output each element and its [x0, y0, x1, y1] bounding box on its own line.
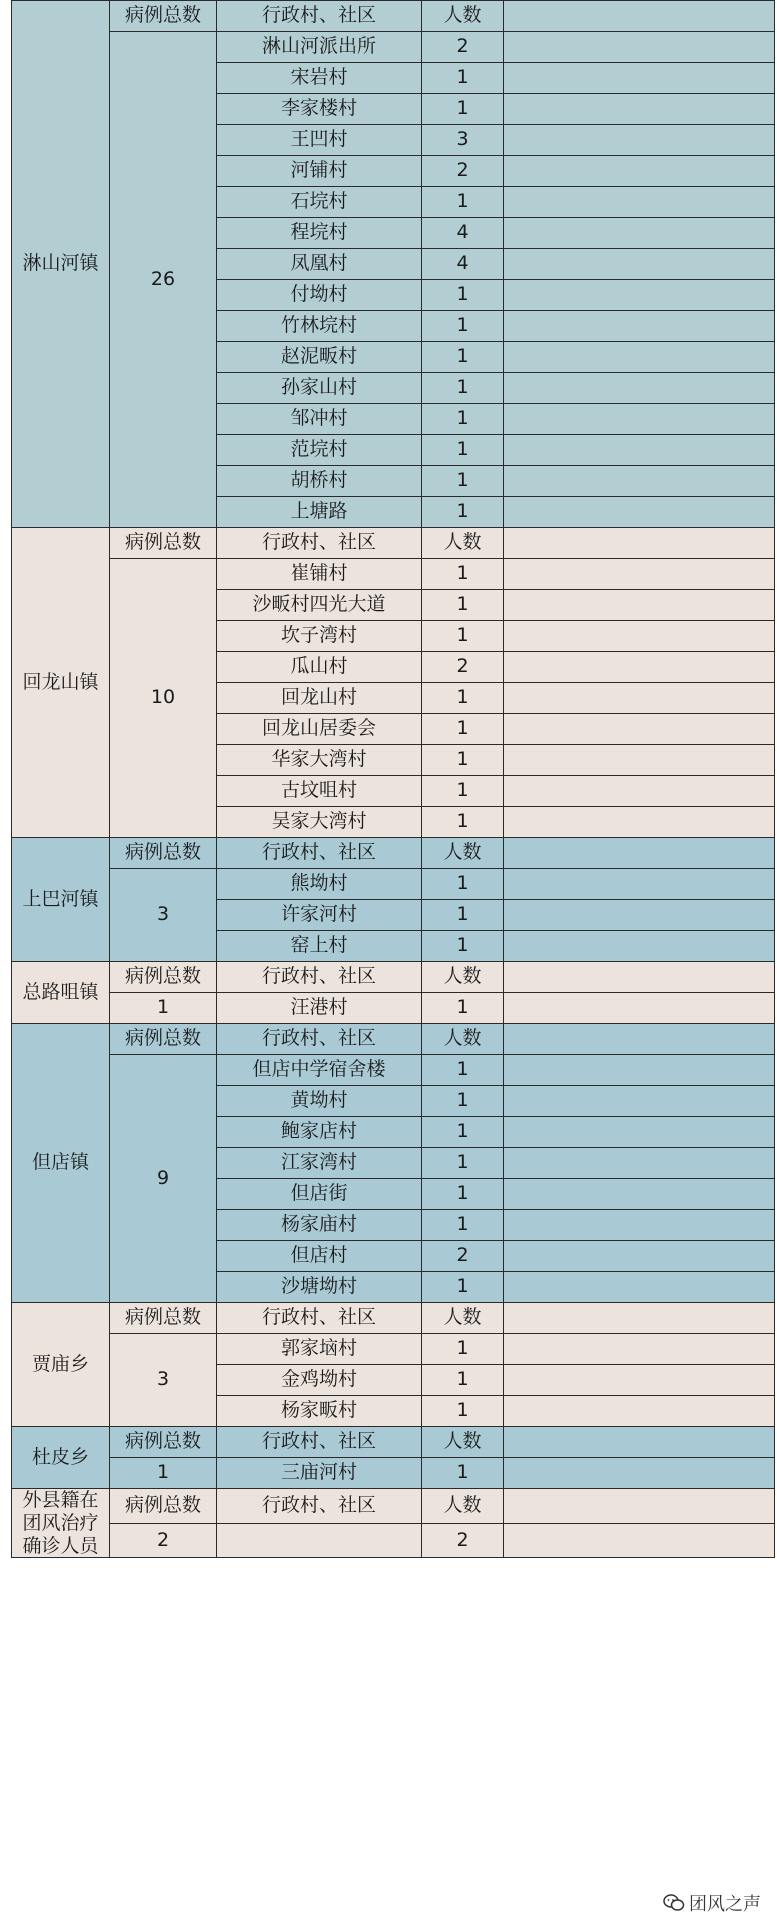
- blank-cell: [504, 590, 775, 621]
- blank-cell: [504, 1024, 775, 1055]
- blank-cell: [504, 32, 775, 63]
- town-name: 但店镇: [12, 1024, 110, 1303]
- blank-cell: [504, 807, 775, 838]
- case-count: 1: [422, 1117, 504, 1148]
- header-count: 人数: [422, 1024, 504, 1055]
- blank-cell: [504, 311, 775, 342]
- header-cases: 病例总数: [110, 1303, 217, 1334]
- case-count: 3: [422, 125, 504, 156]
- blank-cell: [504, 1179, 775, 1210]
- blank-cell: [504, 1303, 775, 1334]
- group-header-row: [12, 1024, 775, 1055]
- blank-cell: [504, 373, 775, 404]
- table-row: [12, 559, 775, 590]
- case-count: 1: [422, 466, 504, 497]
- blank-cell: [504, 559, 775, 590]
- header-village: 行政村、社区: [217, 528, 422, 559]
- town-name: 回龙山镇: [12, 528, 110, 838]
- case-table: [11, 0, 775, 1558]
- blank-cell: [504, 1458, 775, 1489]
- village-name: 窑上村: [217, 931, 422, 962]
- case-count: 1: [422, 590, 504, 621]
- header-village: 行政村、社区: [217, 838, 422, 869]
- table-row: [12, 32, 775, 63]
- village-name: 金鸡坳村: [217, 1365, 422, 1396]
- village-name: 程垸村: [217, 218, 422, 249]
- case-count: 4: [422, 249, 504, 280]
- group-header-row: [12, 962, 775, 993]
- village-name: 沙畈村四光大道: [217, 590, 422, 621]
- wechat-icon: [663, 1894, 685, 1912]
- case-count: 1: [422, 714, 504, 745]
- town-name: 淋山河镇: [12, 1, 110, 528]
- blank-cell: [504, 497, 775, 528]
- case-total: 1: [110, 1458, 217, 1489]
- blank-cell: [504, 776, 775, 807]
- village-name: 但店村: [217, 1241, 422, 1272]
- village-name: 沙塘坳村: [217, 1272, 422, 1303]
- case-count: 1: [422, 404, 504, 435]
- case-count: 2: [422, 32, 504, 63]
- case-count: 1: [422, 745, 504, 776]
- case-total: 26: [110, 32, 217, 528]
- header-count: 人数: [422, 1303, 504, 1334]
- case-count: 1: [422, 373, 504, 404]
- case-total: 9: [110, 1055, 217, 1303]
- case-count: 1: [422, 807, 504, 838]
- case-count: 1: [422, 1458, 504, 1489]
- village-name: 熊坳村: [217, 869, 422, 900]
- case-count: 1: [422, 1148, 504, 1179]
- header-count: 人数: [422, 962, 504, 993]
- village-name: 凤凰村: [217, 249, 422, 280]
- village-name: 孙家山村: [217, 373, 422, 404]
- case-count: 1: [422, 1365, 504, 1396]
- blank-cell: [504, 621, 775, 652]
- header-cases: 病例总数: [110, 1, 217, 32]
- group-header-row: [12, 1489, 775, 1524]
- village-name: 胡桥村: [217, 466, 422, 497]
- case-count: 1: [422, 280, 504, 311]
- blank-cell: [504, 993, 775, 1024]
- blank-cell: [504, 652, 775, 683]
- blank-cell: [504, 1086, 775, 1117]
- blank-cell: [504, 1, 775, 32]
- blank-cell: [504, 218, 775, 249]
- source-watermark: [663, 1890, 761, 1916]
- village-name: 河铺村: [217, 156, 422, 187]
- village-name: 王凹村: [217, 125, 422, 156]
- blank-cell: [504, 63, 775, 94]
- village-name: 竹林垸村: [217, 311, 422, 342]
- case-count: 1: [422, 776, 504, 807]
- blank-cell: [504, 838, 775, 869]
- blank-cell: [504, 404, 775, 435]
- case-count: 1: [422, 869, 504, 900]
- blank-cell: [504, 125, 775, 156]
- case-count: 1: [422, 993, 504, 1024]
- header-count: 人数: [422, 1427, 504, 1458]
- case-count: 2: [422, 156, 504, 187]
- village-name: [217, 1523, 422, 1558]
- table-row: [12, 869, 775, 900]
- header-cases: 病例总数: [110, 1024, 217, 1055]
- village-name: 邹冲村: [217, 404, 422, 435]
- header-village: 行政村、社区: [217, 1427, 422, 1458]
- header-count: 人数: [422, 1489, 504, 1524]
- blank-cell: [504, 1272, 775, 1303]
- blank-cell: [504, 466, 775, 497]
- blank-cell: [504, 1523, 775, 1558]
- case-count: 2: [422, 1523, 504, 1558]
- case-count: 1: [422, 1210, 504, 1241]
- blank-cell: [504, 280, 775, 311]
- blank-cell: [504, 1427, 775, 1458]
- header-count: 人数: [422, 528, 504, 559]
- case-count: 2: [422, 1241, 504, 1272]
- table-row: [12, 1458, 775, 1489]
- village-name: 坎子湾村: [217, 621, 422, 652]
- table-row: [12, 1055, 775, 1086]
- case-count: 1: [422, 1086, 504, 1117]
- village-name: 但店中学宿舍楼: [217, 1055, 422, 1086]
- blank-cell: [504, 156, 775, 187]
- group-header-row: [12, 1303, 775, 1334]
- header-village: 行政村、社区: [217, 1024, 422, 1055]
- case-count: 1: [422, 1396, 504, 1427]
- case-count: 1: [422, 342, 504, 373]
- village-name: 杨家畈村: [217, 1396, 422, 1427]
- case-total: 2: [110, 1523, 217, 1558]
- blank-cell: [504, 528, 775, 559]
- village-name: 杨家庙村: [217, 1210, 422, 1241]
- header-cases: 病例总数: [110, 1489, 217, 1524]
- case-count: 1: [422, 1272, 504, 1303]
- table-row: [12, 993, 775, 1024]
- blank-cell: [504, 900, 775, 931]
- case-count: 1: [422, 1334, 504, 1365]
- header-cases: 病例总数: [110, 962, 217, 993]
- case-total: 1: [110, 993, 217, 1024]
- blank-cell: [504, 1365, 775, 1396]
- case-count: 1: [422, 1179, 504, 1210]
- village-name: 回龙山村: [217, 683, 422, 714]
- village-name: 古坟咀村: [217, 776, 422, 807]
- header-count: 人数: [422, 838, 504, 869]
- table-row: [12, 1523, 775, 1558]
- village-name: 吴家大湾村: [217, 807, 422, 838]
- blank-cell: [504, 1334, 775, 1365]
- blank-cell: [504, 683, 775, 714]
- blank-cell: [504, 1055, 775, 1086]
- case-count: 1: [422, 497, 504, 528]
- case-count: 1: [422, 931, 504, 962]
- header-village: 行政村、社区: [217, 1, 422, 32]
- village-name: 淋山河派出所: [217, 32, 422, 63]
- case-count: 1: [422, 559, 504, 590]
- blank-cell: [504, 1396, 775, 1427]
- header-cases: 病例总数: [110, 1427, 217, 1458]
- village-name: 许家河村: [217, 900, 422, 931]
- village-name: 郭家垴村: [217, 1334, 422, 1365]
- case-total: 10: [110, 559, 217, 838]
- group-header-row: [12, 838, 775, 869]
- village-name: 但店街: [217, 1179, 422, 1210]
- blank-cell: [504, 962, 775, 993]
- blank-cell: [504, 931, 775, 962]
- town-name: 杜皮乡: [12, 1427, 110, 1489]
- village-name: 华家大湾村: [217, 745, 422, 776]
- village-name: 鲍家店村: [217, 1117, 422, 1148]
- case-count: 4: [422, 218, 504, 249]
- case-count: 1: [422, 683, 504, 714]
- case-count: 1: [422, 187, 504, 218]
- case-total: 3: [110, 869, 217, 962]
- watermark-text: 团风之声: [689, 1894, 761, 1915]
- village-name: 汪港村: [217, 993, 422, 1024]
- village-name: 上塘路: [217, 497, 422, 528]
- blank-cell: [504, 342, 775, 373]
- header-cases: 病例总数: [110, 528, 217, 559]
- header-village: 行政村、社区: [217, 962, 422, 993]
- case-count: 1: [422, 311, 504, 342]
- group-header-row: [12, 528, 775, 559]
- case-total: 3: [110, 1334, 217, 1427]
- village-name: 回龙山居委会: [217, 714, 422, 745]
- case-count: 1: [422, 63, 504, 94]
- village-name: 黄坳村: [217, 1086, 422, 1117]
- blank-cell: [504, 249, 775, 280]
- village-name: 李家楼村: [217, 94, 422, 125]
- blank-cell: [504, 94, 775, 125]
- town-name: 总路咀镇: [12, 962, 110, 1024]
- town-name: 上巴河镇: [12, 838, 110, 962]
- blank-cell: [504, 435, 775, 466]
- village-name: 石垸村: [217, 187, 422, 218]
- town-name: 贾庙乡: [12, 1303, 110, 1427]
- blank-cell: [504, 1489, 775, 1524]
- blank-cell: [504, 1241, 775, 1272]
- village-name: 三庙河村: [217, 1458, 422, 1489]
- header-village: 行政村、社区: [217, 1303, 422, 1334]
- blank-cell: [504, 1117, 775, 1148]
- village-name: 江家湾村: [217, 1148, 422, 1179]
- case-count: 1: [422, 621, 504, 652]
- case-count: 2: [422, 652, 504, 683]
- group-header-row: [12, 1427, 775, 1458]
- village-name: 付坳村: [217, 280, 422, 311]
- village-name: 赵泥畈村: [217, 342, 422, 373]
- town-name: 外县籍在团风治疗确诊人员: [12, 1489, 110, 1558]
- header-village: 行政村、社区: [217, 1489, 422, 1524]
- village-name: 宋岩村: [217, 63, 422, 94]
- header-count: 人数: [422, 1, 504, 32]
- blank-cell: [504, 1210, 775, 1241]
- blank-cell: [504, 187, 775, 218]
- case-count: 1: [422, 94, 504, 125]
- case-count: 1: [422, 435, 504, 466]
- village-name: 范垸村: [217, 435, 422, 466]
- header-cases: 病例总数: [110, 838, 217, 869]
- group-header-row: [12, 1, 775, 32]
- table-row: [12, 1334, 775, 1365]
- blank-cell: [504, 714, 775, 745]
- case-count: 1: [422, 1055, 504, 1086]
- case-count: 1: [422, 900, 504, 931]
- blank-cell: [504, 1148, 775, 1179]
- blank-cell: [504, 745, 775, 776]
- blank-cell: [504, 869, 775, 900]
- village-name: 崔铺村: [217, 559, 422, 590]
- village-name: 瓜山村: [217, 652, 422, 683]
